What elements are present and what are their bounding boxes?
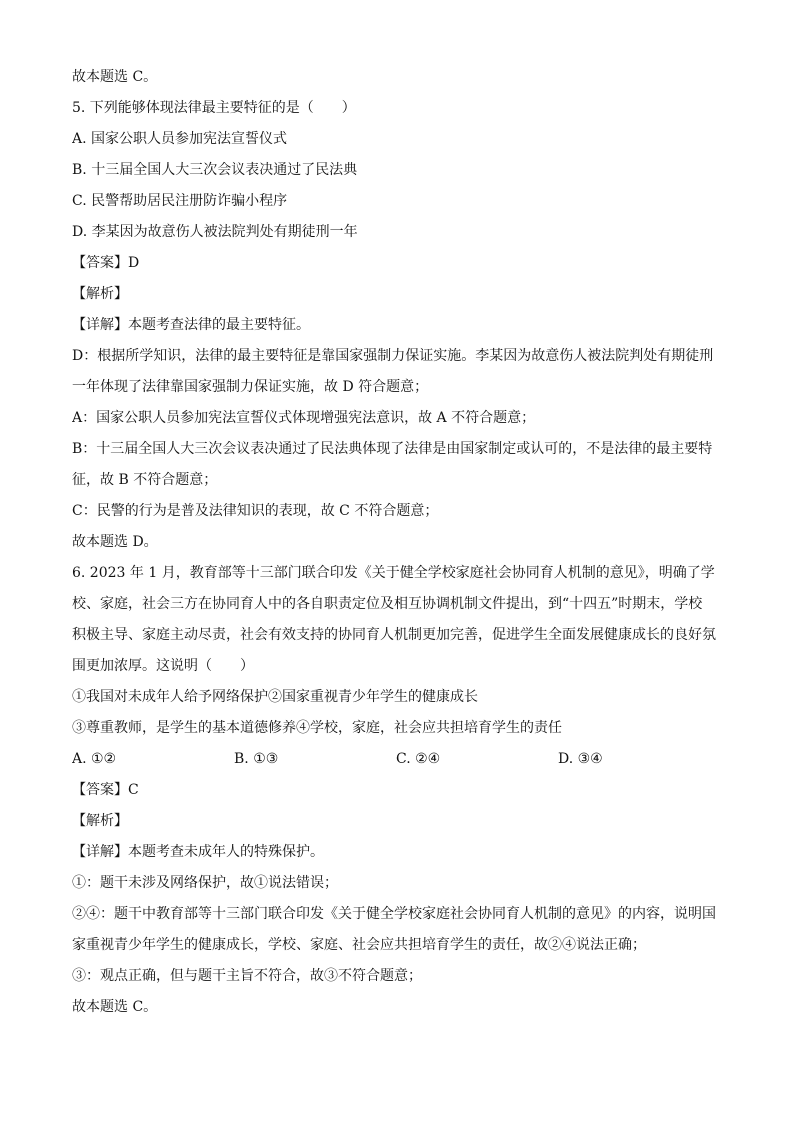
text-line: 校、家庭，社会三方在协同育人中的各自职责定位及相互协调机制文件提出，到“十四五”时期末，学校 — [72, 596, 703, 612]
text-line: B. 十三届全国人大三次会议表决通过了民法典 — [72, 162, 358, 178]
q6-option-d: D. ③④ — [558, 751, 603, 767]
text-line: 【详解】本题考查未成年人的特殊保护。 — [72, 844, 324, 860]
text-line: 故本题选 C。 — [72, 999, 158, 1015]
text-line: C：民警的行为是普及法律知识的表现，故 C 不符合题意； — [72, 503, 439, 519]
text-line: A：国家公职人员参加宪法宣誓仪式体现增强宪法意识，故 A 不符合题意； — [72, 410, 536, 426]
text-line: 【解析】 — [72, 286, 128, 302]
text-line: 围更加浓厚。这说明（ ） — [72, 658, 254, 674]
text-line: 一年体现了法律靠国家强制力保证实施，故 D 符合题意； — [72, 379, 429, 395]
text-line: 故本题选 C。 — [72, 69, 158, 85]
text-line: ①：题干未涉及网络保护，故①说法错误； — [72, 875, 338, 891]
text-line: 家重视青少年学生的健康成长，学校、家庭、社会应共担培育学生的责任，故②④说法正确； — [72, 937, 646, 953]
q6-options-row — [72, 744, 712, 775]
content-after-options — [72, 775, 732, 1023]
text-line: 【答案】D — [72, 255, 140, 271]
text-line: 【解析】 — [72, 813, 128, 829]
text-line: A. 国家公职人员参加宪法宣誓仪式 — [72, 131, 288, 147]
text-line: ①我国对未成年人给予网络保护②国家重视青少年学生的健康成长 — [72, 689, 478, 705]
text-line: ③：观点正确，但与题干主旨不符合，故③不符合题意； — [72, 968, 422, 984]
text-line: D：根据所学知识，法律的最主要特征是靠国家强制力保证实施。李某因为故意伤人被法院判处有期徒刑 — [72, 348, 714, 364]
text-line: ③尊重教师，是学生的基本道德修养④学校，家庭，社会应共担培育学生的责任 — [72, 720, 562, 736]
q6-option-b: B. ①③ — [234, 751, 279, 767]
text-line: 【详解】本题考查法律的最主要特征。 — [72, 317, 310, 333]
text-line: 5. 下列能够体现法律最主要特征的是（ ） — [72, 100, 356, 116]
text-line: 6. 2023 年 1 月，教育部等十三部门联合印发《关于健全学校家庭社会协同育人机制的意见》，明确了学 — [72, 565, 715, 581]
text-line: C. 民警帮助居民注册防诈骗小程序 — [72, 193, 288, 209]
text-line: 征，故 B 不符合题意； — [72, 472, 218, 488]
text-line: ②④：题干中教育部等十三部门联合印发《关于健全学校家庭社会协同育人机制的意见》的内容，说明国 — [72, 906, 716, 922]
text-line: 故本题选 D。 — [72, 534, 158, 550]
document-page — [72, 62, 732, 1023]
text-line: B：十三届全国人大三次会议表决通过了民法典体现了法律是由国家制定或认可的，不是法律的最主要特 — [72, 441, 713, 457]
text-line: D. 李某因为故意伤人被法院判处有期徒刑一年 — [72, 224, 358, 240]
content-before-options — [72, 62, 732, 744]
q6-option-a: A. ①② — [72, 751, 117, 767]
q6-option-c: C. ②④ — [396, 751, 441, 767]
text-line: 【答案】C — [72, 782, 139, 798]
text-line: 积极主导、家庭主动尽责，社会有效支持的协同育人机制更加完善，促进学生全面发展健康成长的良好氛 — [72, 627, 716, 643]
